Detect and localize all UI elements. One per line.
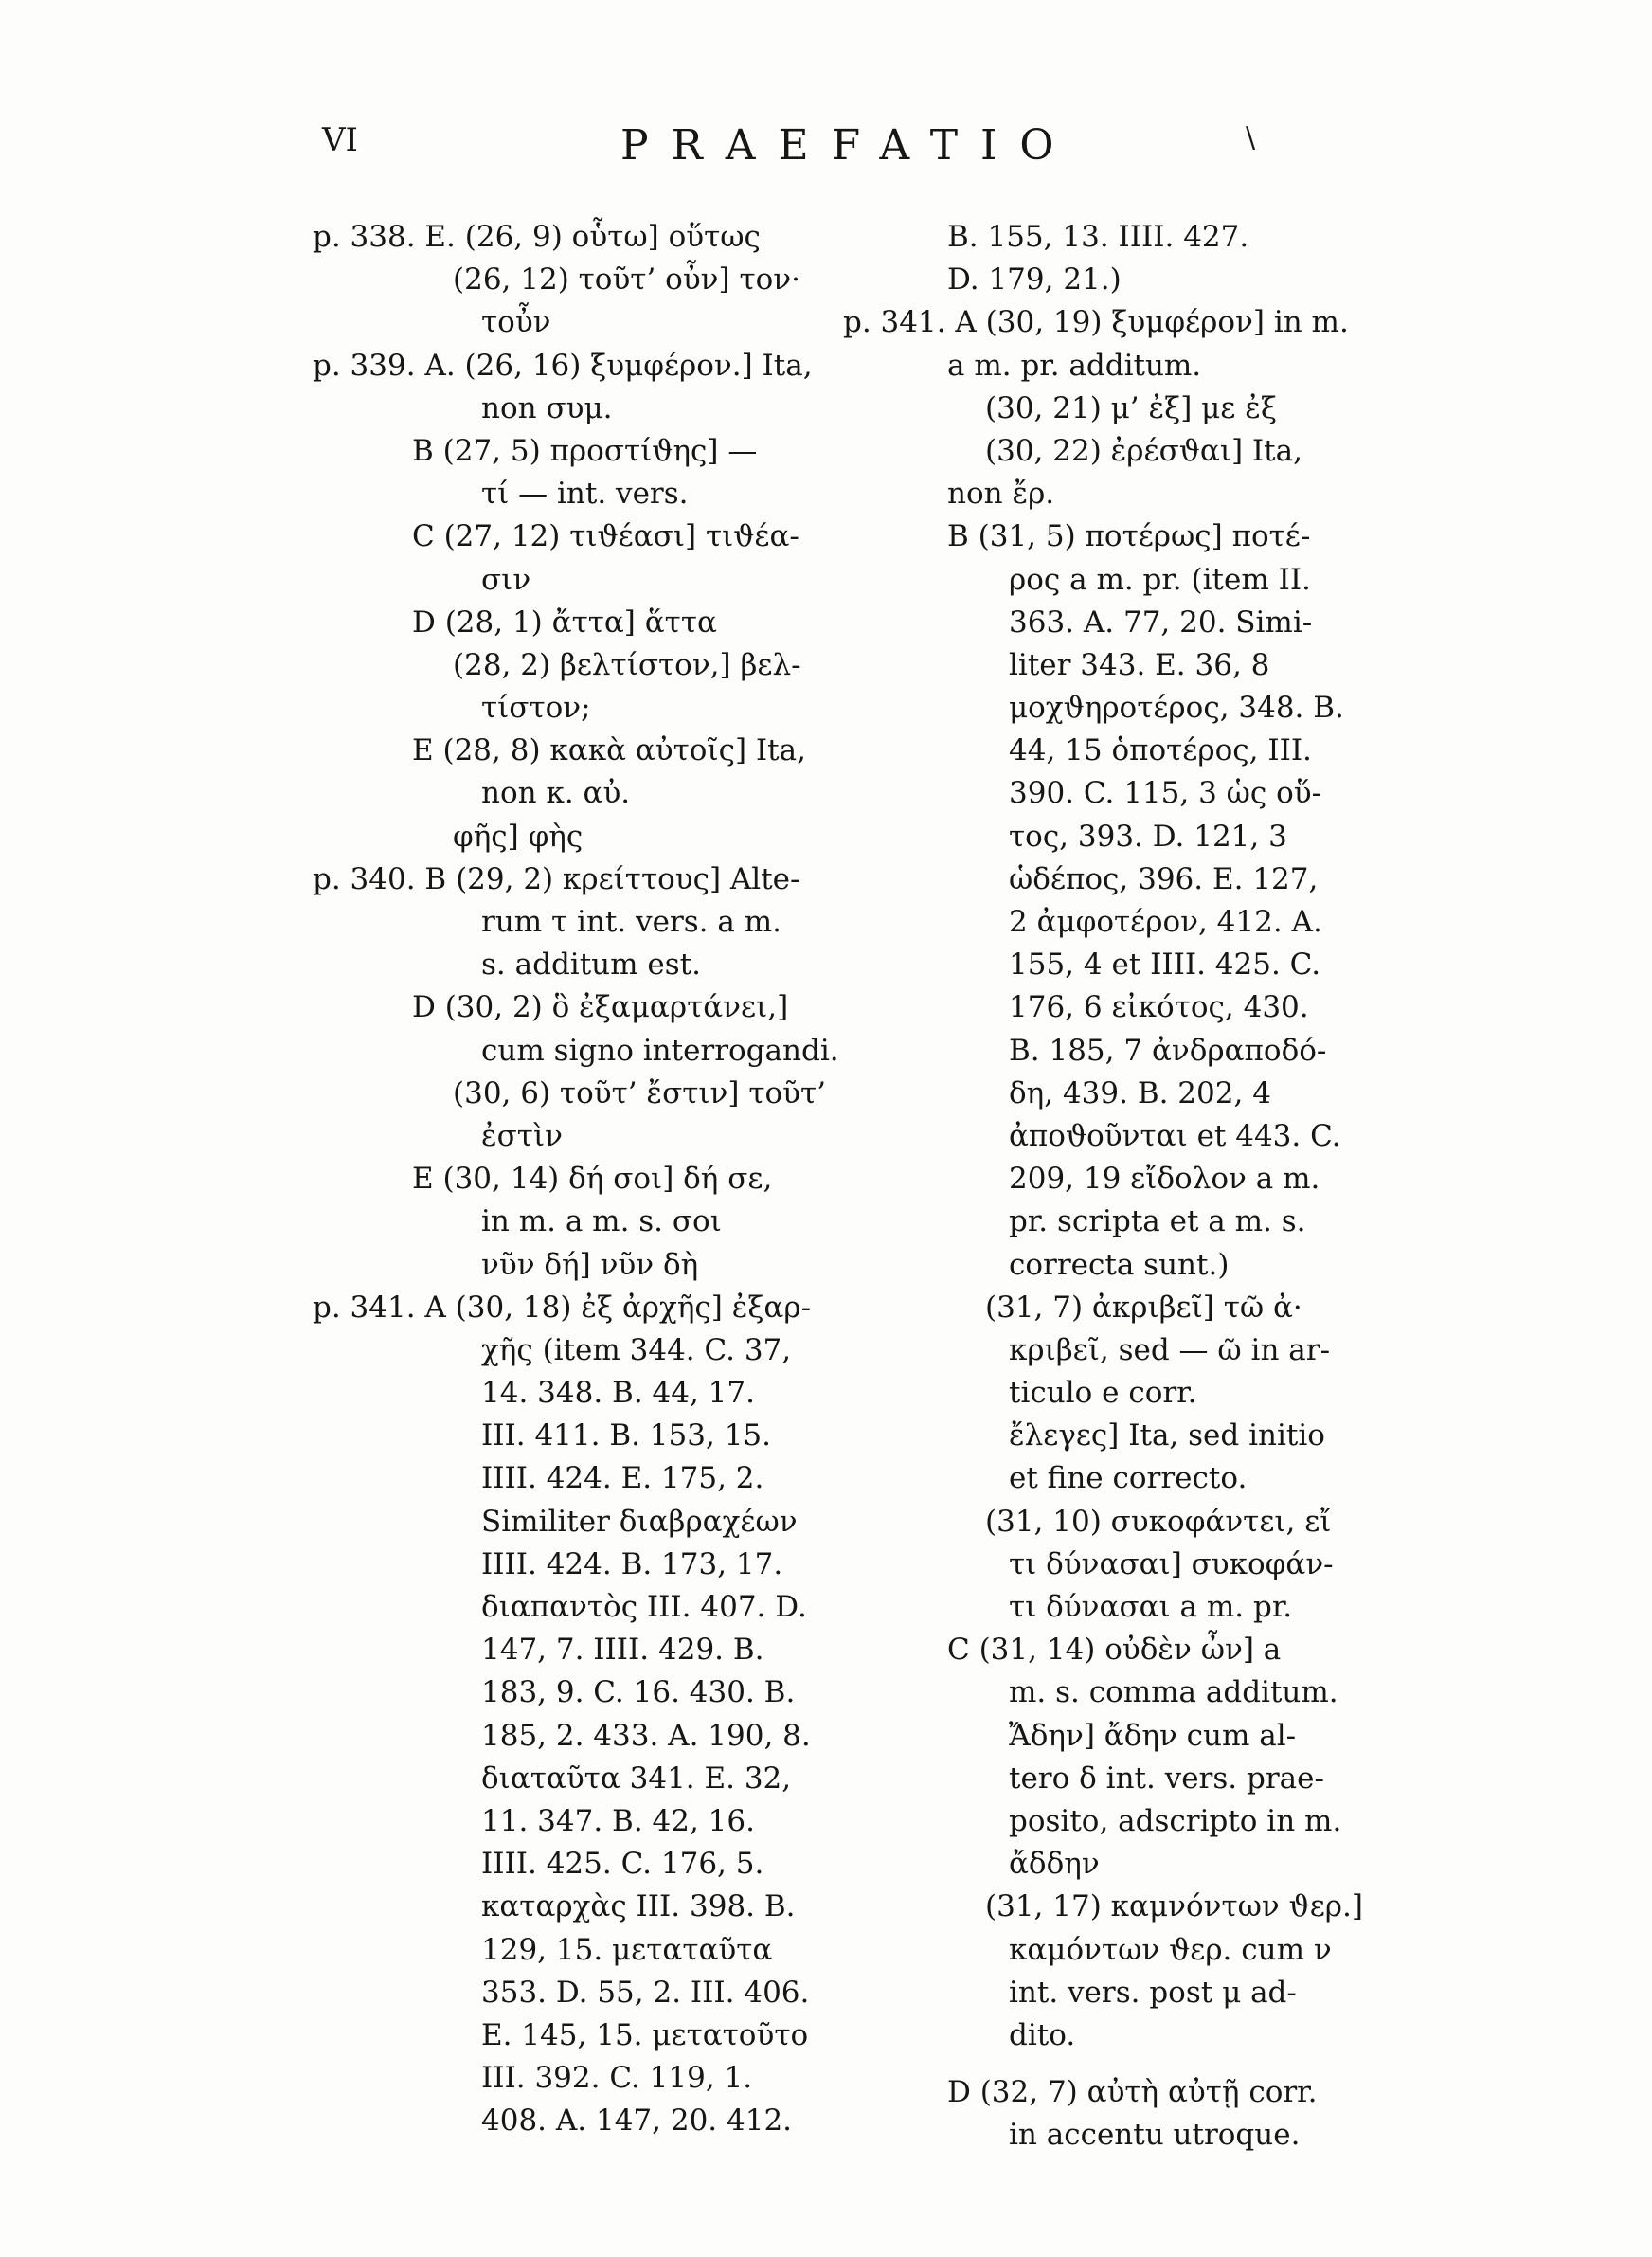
- text-line: p. 340. B (29, 2) κρείττους] Alte-: [313, 861, 800, 896]
- text-line: τίστον;: [481, 691, 591, 726]
- text-line: 390. C. 115, 3 ὡς οὕ-: [1009, 776, 1322, 811]
- page-title: PRAEFATIO: [620, 121, 1077, 170]
- text-line: s. additum est.: [481, 948, 701, 983]
- text-line: p. 339. A. (26, 16) ξυμφέρον.] Ita,: [313, 348, 813, 383]
- text-line: δη, 439. B. 202, 4: [1009, 1075, 1271, 1110]
- text-line: (30, 22) ἐρέσϑαι] Ita,: [985, 433, 1302, 468]
- text-line: B. 185, 7 ἀνδραποδό-: [1009, 1033, 1327, 1068]
- text-line: ticulo e corr.: [1009, 1376, 1197, 1411]
- text-line: posito, adscripto in m.: [1009, 1803, 1342, 1838]
- text-line: μοχϑηροτέρος, 348. B.: [1009, 691, 1344, 726]
- text-line: in accentu utroque.: [1009, 2118, 1301, 2153]
- text-line: (31, 10) συκοφάντει, εἴ: [985, 1504, 1332, 1539]
- left-column: [313, 216, 843, 2142]
- text-line: τος, 393. D. 121, 3: [1009, 819, 1287, 854]
- text-line: Similiter διαβραχέων: [481, 1504, 798, 1539]
- text-line: p. 338. E. (26, 9) οὗτω] οὕτως: [313, 220, 761, 254]
- text-line: B (27, 5) προστίϑης] —: [412, 433, 758, 468]
- text-line: διαταῦτα 341. E. 32,: [481, 1760, 792, 1796]
- text-line: καμόντων ϑερ. cum ν: [1009, 1932, 1332, 1967]
- text-line: non κ. αὐ.: [481, 776, 631, 811]
- text-line: B (31, 5) ποτέρως] ποτέ-: [947, 519, 1311, 554]
- text-line: B. 155, 13. IIII. 427.: [947, 220, 1249, 254]
- text-line: ρος a m. pr. (item II.: [1009, 562, 1311, 597]
- text-line: III. 411. B. 153, 15.: [481, 1418, 771, 1454]
- text-line: 11. 347. B. 42, 16.: [481, 1803, 755, 1838]
- text-line: C (31, 14) οὐδὲν ὦν] a: [947, 1633, 1282, 1668]
- column-gap: [843, 2057, 1355, 2071]
- text-line: p. 341. A (30, 19) ξυμφέρον] in m.: [843, 305, 1349, 340]
- text-line: κριβεῖ, sed — ῶ in ar-: [1009, 1332, 1331, 1367]
- text-line: 147, 7. IIII. 429. B.: [481, 1633, 764, 1668]
- text-line: IIII. 424. E. 175, 2.: [481, 1461, 764, 1496]
- text-line: IIII. 424. B. 173, 17.: [481, 1546, 783, 1581]
- text-line: ἔλεγες] Ita, sed initio: [1009, 1418, 1325, 1454]
- text-line: E. 145, 15. μετατοῦτο: [481, 2017, 809, 2052]
- text-line: (31, 17) καμνόντων ϑερ.]: [985, 1889, 1363, 1924]
- text-line: φῆς] φὴς: [453, 819, 584, 854]
- text-line: D (30, 2) ὃ ἐξαμαρτάνει,]: [412, 990, 789, 1025]
- text-line: 353. D. 55, 2. III. 406.: [481, 1975, 810, 2010]
- text-line: 185, 2. 433. A. 190, 8.: [481, 1718, 811, 1753]
- text-line: non ἔρ.: [947, 477, 1055, 512]
- text-line: 176, 6 εἰκότος, 430.: [1009, 990, 1309, 1025]
- text-line: correcta sunt.): [1009, 1247, 1230, 1282]
- right-column: [843, 216, 1363, 2157]
- text-line: (30, 21) μ’ ἐξ] με ἐξ: [985, 390, 1277, 425]
- text-line: τί — int. vers.: [481, 477, 689, 512]
- text-line: int. vers. post μ ad-: [1009, 1975, 1297, 2010]
- text-line: rum τ int. vers. a m.: [481, 905, 781, 939]
- text-line: m. s. comma additum.: [1009, 1675, 1338, 1710]
- text-line: νῦν δή] νῦν δὴ: [481, 1247, 699, 1282]
- text-line: Ἄδην] ἄδην cum al-: [1009, 1718, 1297, 1753]
- text-line: 14. 348. B. 44, 17.: [481, 1376, 755, 1411]
- text-line: ἄδδην: [1009, 1847, 1100, 1882]
- text-line: pr. scripta et a m. s.: [1009, 1204, 1306, 1239]
- text-line: p. 341. A (30, 18) ἐξ ἀρχῆς] ἐξαρ-: [313, 1290, 812, 1325]
- text-line: 408. A. 147, 20. 412.: [481, 2104, 793, 2139]
- text-line: dito.: [1009, 2017, 1076, 2052]
- text-line: liter 343. E. 36, 8: [1009, 647, 1270, 682]
- text-line: τι δύνασαι a m. pr.: [1009, 1590, 1293, 1624]
- page-number: VI: [322, 121, 358, 159]
- text-line: cum signo interrogandi.: [481, 1033, 839, 1068]
- text-line: ἐστὶν: [481, 1118, 563, 1153]
- text-line: ἀποϑοῦνται et 443. C.: [1009, 1118, 1341, 1153]
- text-line: (28, 2) βελτίστον,] βελ-: [453, 647, 801, 682]
- text-line: (26, 12) τοῦτ’ οὖν] τον·: [453, 262, 800, 298]
- text-line: (31, 7) ἀκριβεῖ] τῶ ἀ·: [985, 1290, 1302, 1325]
- text-line: C (27, 12) τιϑέασι] τιϑέα-: [412, 519, 799, 554]
- text-line: σιν: [481, 562, 531, 597]
- text-line: 209, 19 εἴδολον a m.: [1009, 1162, 1320, 1197]
- text-line: D. 179, 21.): [947, 262, 1122, 298]
- text-line: (30, 6) τοῦτ’ ἔστιν] τοῦτ’: [453, 1075, 826, 1110]
- text-line: D (32, 7) αὐτὴ αὐτῇ corr.: [947, 2075, 1318, 2110]
- text-line: 2 ἀμφοτέρον, 412. A.: [1009, 905, 1322, 939]
- text-line: τοὖν: [481, 305, 551, 340]
- text-line: E (28, 8) κακὰ αὐτοῖς] Ita,: [412, 733, 806, 768]
- text-line: 129, 15. μεταταῦτα: [481, 1932, 773, 1967]
- text-line: 363. A. 77, 20. Simi-: [1009, 605, 1313, 640]
- text-line: ὡδέπος, 396. E. 127,: [1009, 861, 1319, 896]
- text-line: τι δύνασαι] συκοφάν-: [1009, 1546, 1334, 1581]
- text-line: et fine correcto.: [1009, 1461, 1248, 1496]
- text-line: χῆς (item 344. C. 37,: [481, 1332, 792, 1367]
- text-line: διαπαντὸς III. 407. D.: [481, 1590, 807, 1624]
- text-line: tero δ int. vers. prae-: [1009, 1760, 1324, 1796]
- text-line: III. 392. C. 119, 1.: [481, 2061, 753, 2096]
- text-line: non συμ.: [481, 390, 613, 425]
- text-line: IIII. 425. C. 176, 5.: [481, 1847, 764, 1882]
- text-line: 44, 15 ὁποτέρος, III.: [1009, 733, 1312, 768]
- text-line: D (28, 1) ἄττα] ἅττα: [412, 605, 717, 640]
- text-line: a m. pr. additum.: [947, 348, 1202, 383]
- text-line: E (30, 14) δή σοι] δή σε,: [412, 1162, 773, 1197]
- text-line: 183, 9. C. 16. 430. B.: [481, 1675, 796, 1710]
- header-mark: \: [1246, 121, 1256, 154]
- text-line: in m. a m. s. σοι: [481, 1204, 722, 1239]
- text-line: 155, 4 et IIII. 425. C.: [1009, 948, 1321, 983]
- text-line: καταρχὰς III. 398. B.: [481, 1889, 796, 1924]
